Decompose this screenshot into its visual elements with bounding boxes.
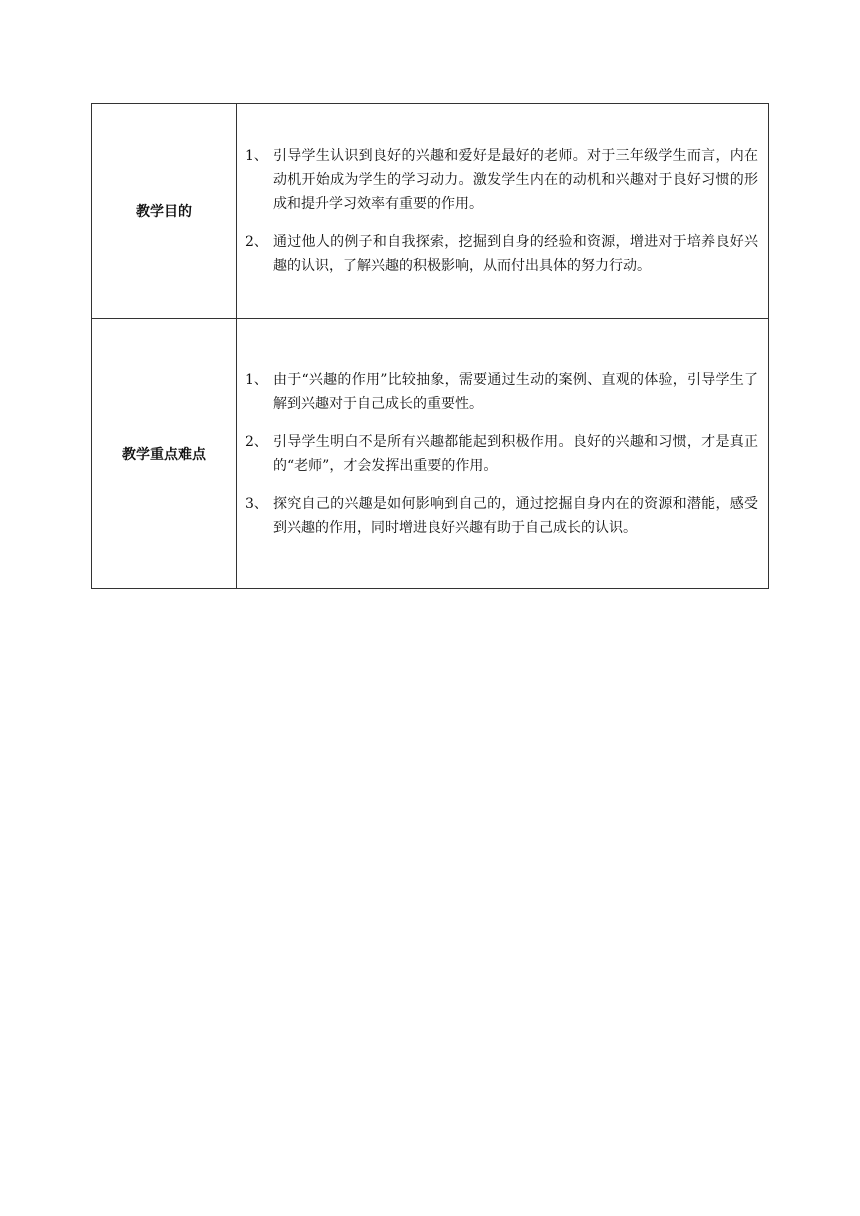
- list-item: [245, 144, 758, 216]
- lesson-plan-table: [91, 103, 769, 589]
- list-item-number: 2、: [245, 234, 268, 250]
- list-item: [245, 430, 758, 478]
- list-item: [245, 492, 758, 540]
- list-item-text: 引导学生认识到良好的兴趣和爱好是最好的老师。对于三年级学生而言，内在动机开始成为学生的学习动力。激发学生内在的动机和兴趣对于良好习惯的形成和提升学习效率有重要的作用。: [273, 148, 758, 212]
- row-label-teaching-goals: 教学目的: [92, 104, 237, 319]
- list-item-number: 3、: [245, 495, 268, 512]
- list-item-text: 引导学生明白不是所有兴趣都能起到积极作用。良好的兴趣和习惯，才是真正的“老师”，才会发挥出重要的作用。: [273, 433, 758, 474]
- table-row-key-difficulties: [92, 319, 769, 589]
- row-label-key-difficulties: 教学重点难点: [92, 319, 237, 589]
- list-item-number: 2、: [245, 433, 268, 450]
- list-item: [245, 230, 758, 278]
- list-item-number: 1、: [245, 371, 268, 388]
- list-item-text: 探究自己的兴趣是如何影响到自己的，通过挖掘自身内在的资源和潜能，感受到兴趣的作用，同时增进良好兴趣有助于自己成长的认识。: [273, 495, 758, 536]
- list-item-text: 由于“兴趣的作用”比较抽象，需要通过生动的案例、直观的体验，引导学生了解到兴趣对于自己成长的重要性。: [273, 371, 758, 412]
- teaching-goals-content: [237, 104, 769, 319]
- list-item-text: 通过他人的例子和自我探索，挖掘到自身的经验和资源，增进对于培养良好兴趣的认识，了解兴趣的积极影响，从而付出具体的努力行动。: [273, 234, 758, 274]
- list-item-number: 1、: [245, 148, 268, 164]
- key-difficulties-content: [237, 319, 769, 589]
- list-item: [245, 368, 758, 416]
- table-row-teaching-goals: [92, 104, 769, 319]
